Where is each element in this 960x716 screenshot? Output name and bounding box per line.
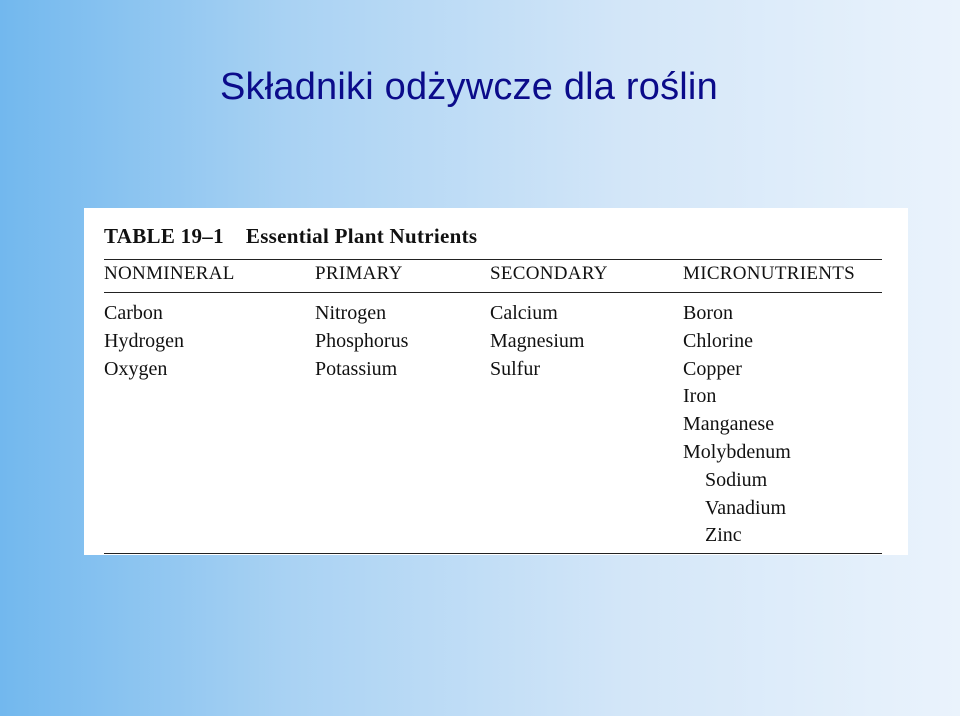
list-item: Molybdenum (683, 440, 791, 463)
table-header-rule (104, 292, 882, 293)
list-item: Iron (683, 385, 717, 408)
table-bottom-rule (104, 553, 882, 554)
list-item: Sodium (705, 468, 768, 491)
list-item: Boron (683, 302, 733, 324)
list-item: Hydrogen (104, 329, 184, 352)
list-item: Nitrogen (315, 302, 387, 324)
slide-title: Składniki odżywcze dla roślin (220, 66, 718, 108)
list-item: Manganese (683, 413, 775, 436)
list-item: Carbon (104, 302, 163, 324)
table-top-rule (104, 259, 882, 260)
list-item: Potassium (315, 357, 398, 380)
column-micronutrients (683, 300, 791, 550)
column-header-micronutrients: MICRONUTRIENTS (683, 263, 856, 284)
list-item: Calcium (490, 302, 558, 324)
list-item: Copper (683, 357, 742, 380)
table-caption: Essential Plant Nutrients (245, 224, 478, 248)
list-item: Vanadium (705, 496, 787, 519)
list-item: Sulfur (490, 357, 540, 380)
column-header-secondary: SECONDARY (490, 263, 608, 284)
column-header-nonmineral: NONMINERAL (104, 263, 235, 284)
column-header-primary: PRIMARY (315, 263, 403, 284)
list-item: Oxygen (104, 357, 168, 380)
list-item: Zinc (705, 524, 742, 547)
column-nonmineral (104, 300, 184, 383)
list-item: Chlorine (683, 329, 753, 352)
table-heading (104, 224, 477, 249)
list-item: Phosphorus (315, 329, 409, 352)
nutrients-table (84, 208, 908, 555)
column-secondary (490, 300, 584, 383)
table-number: TABLE 19–1 (104, 224, 224, 248)
column-primary (315, 300, 408, 383)
list-item: Magnesium (490, 329, 585, 352)
